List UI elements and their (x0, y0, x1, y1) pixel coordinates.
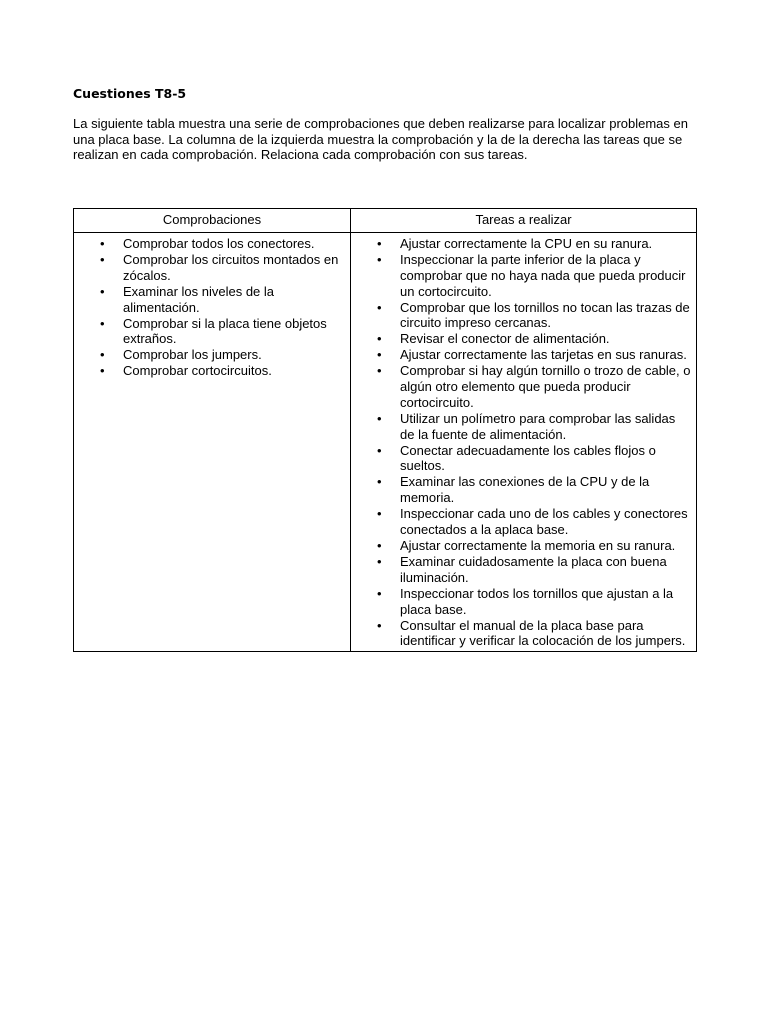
bullet-icon: • (377, 474, 382, 490)
task-item (351, 586, 692, 618)
task-item (351, 618, 692, 650)
table-row (74, 233, 697, 652)
task-item (351, 363, 692, 410)
list-item-text: Comprobar todos los conectores. (123, 236, 315, 251)
task-item (351, 538, 692, 554)
list-item-text: Comprobar cortocircuitos. (123, 363, 272, 379)
list-item-text: Consultar el manual de la placa base para identificar y verificar la colocación de los jumpers. (400, 617, 686, 649)
task-item (351, 300, 692, 332)
list-item-text: Examinar las conexiones de la CPU y de la memoria. (400, 474, 650, 506)
bullet-icon: • (377, 410, 382, 426)
checks-table (73, 208, 697, 652)
bullet-icon: • (377, 554, 382, 569)
bullet-icon: • (100, 347, 105, 363)
task-item (351, 474, 692, 506)
list-item-text: Conectar adecuadamente los cables flojos o sueltos. (400, 442, 656, 474)
list-item-text: Ajustar correctamente las tarjetas en sus ranuras. (400, 347, 687, 363)
list-item-text: Examinar los niveles de la alimentación. (123, 283, 275, 315)
bullet-icon: • (100, 283, 105, 299)
task-item (351, 554, 692, 586)
list-item-text: Examinar cuidadosamente la placa con buena iluminación. (400, 554, 667, 585)
task-item (351, 506, 692, 538)
bullet-icon: • (377, 236, 382, 251)
list-item-text: Inspeccionar todos los tornillos que ajustan a la placa base. (400, 585, 674, 617)
bullet-icon: • (377, 617, 382, 633)
checks-list (74, 236, 346, 379)
task-item (351, 252, 692, 299)
bullet-icon: • (377, 538, 382, 554)
intro-paragraph: La siguiente tabla muestra una serie de comprobaciones que deben realizarse para localizar problemas en una placa base. La columna de la izquierda muestra la comprobación y la de la derecha las tareas que se realizan en cada comprobación. Relaciona cada comprobación con sus tareas. (73, 116, 688, 162)
list-item-text: Utilizar un polímetro para comprobar las salidas de la fuente de alimentación. (400, 410, 676, 442)
list-item-text: Revisar el conector de alimentación. (400, 331, 610, 347)
check-item (74, 363, 346, 379)
list-item-text: Comprobar los jumpers. (123, 347, 262, 363)
list-item-text: Ajustar correctamente la CPU en su ranura. (400, 236, 653, 251)
bullet-icon: • (377, 363, 382, 379)
check-item (74, 252, 346, 284)
tasks-list (351, 236, 692, 649)
bullet-icon: • (100, 251, 105, 267)
bullet-icon: • (377, 299, 382, 315)
bullet-icon: • (100, 236, 105, 251)
check-item (74, 236, 346, 252)
tasks-cell (351, 233, 697, 652)
bullet-icon: • (377, 331, 382, 347)
list-item-text: Comprobar los circuitos montados en zócalos. (123, 251, 339, 283)
bullet-icon: • (100, 363, 105, 379)
bullet-icon: • (377, 506, 382, 522)
bullet-icon: • (377, 251, 382, 267)
check-item (74, 347, 346, 363)
list-item-text: Inspeccionar la parte inferior de la placa y comprobar que no haya nada que pueda producir un cortocircuito. (400, 251, 686, 299)
table-header-row (74, 209, 697, 233)
task-item (351, 347, 692, 363)
list-item-text: Comprobar si la placa tiene objetos extraños. (123, 315, 327, 347)
list-item-text: Ajustar correctamente la memoria en su ranura. (400, 538, 676, 554)
check-item (74, 316, 346, 348)
bullet-icon: • (377, 347, 382, 363)
bullet-icon: • (377, 442, 382, 458)
list-item-text: Comprobar que los tornillos no tocan las trazas de circuito impreso cercanas. (400, 299, 690, 331)
bullet-icon: • (377, 585, 382, 601)
header-checks: Comprobaciones (74, 209, 351, 233)
document-title: Cuestiones T8-5 (73, 86, 187, 101)
task-item (351, 443, 692, 475)
check-item (74, 284, 346, 316)
list-item-text: Inspeccionar cada uno de los cables y conectores conectados a la aplaca base. (400, 506, 688, 538)
task-item (351, 411, 692, 443)
header-tasks: Tareas a realizar (351, 209, 697, 233)
checks-cell (74, 233, 351, 652)
list-item-text: Comprobar si hay algún tornillo o trozo de cable, o algún otro elemento que pueda producir cortocircuito. (400, 363, 691, 410)
task-item (351, 236, 692, 252)
task-item (351, 331, 692, 347)
bullet-icon: • (100, 315, 105, 331)
